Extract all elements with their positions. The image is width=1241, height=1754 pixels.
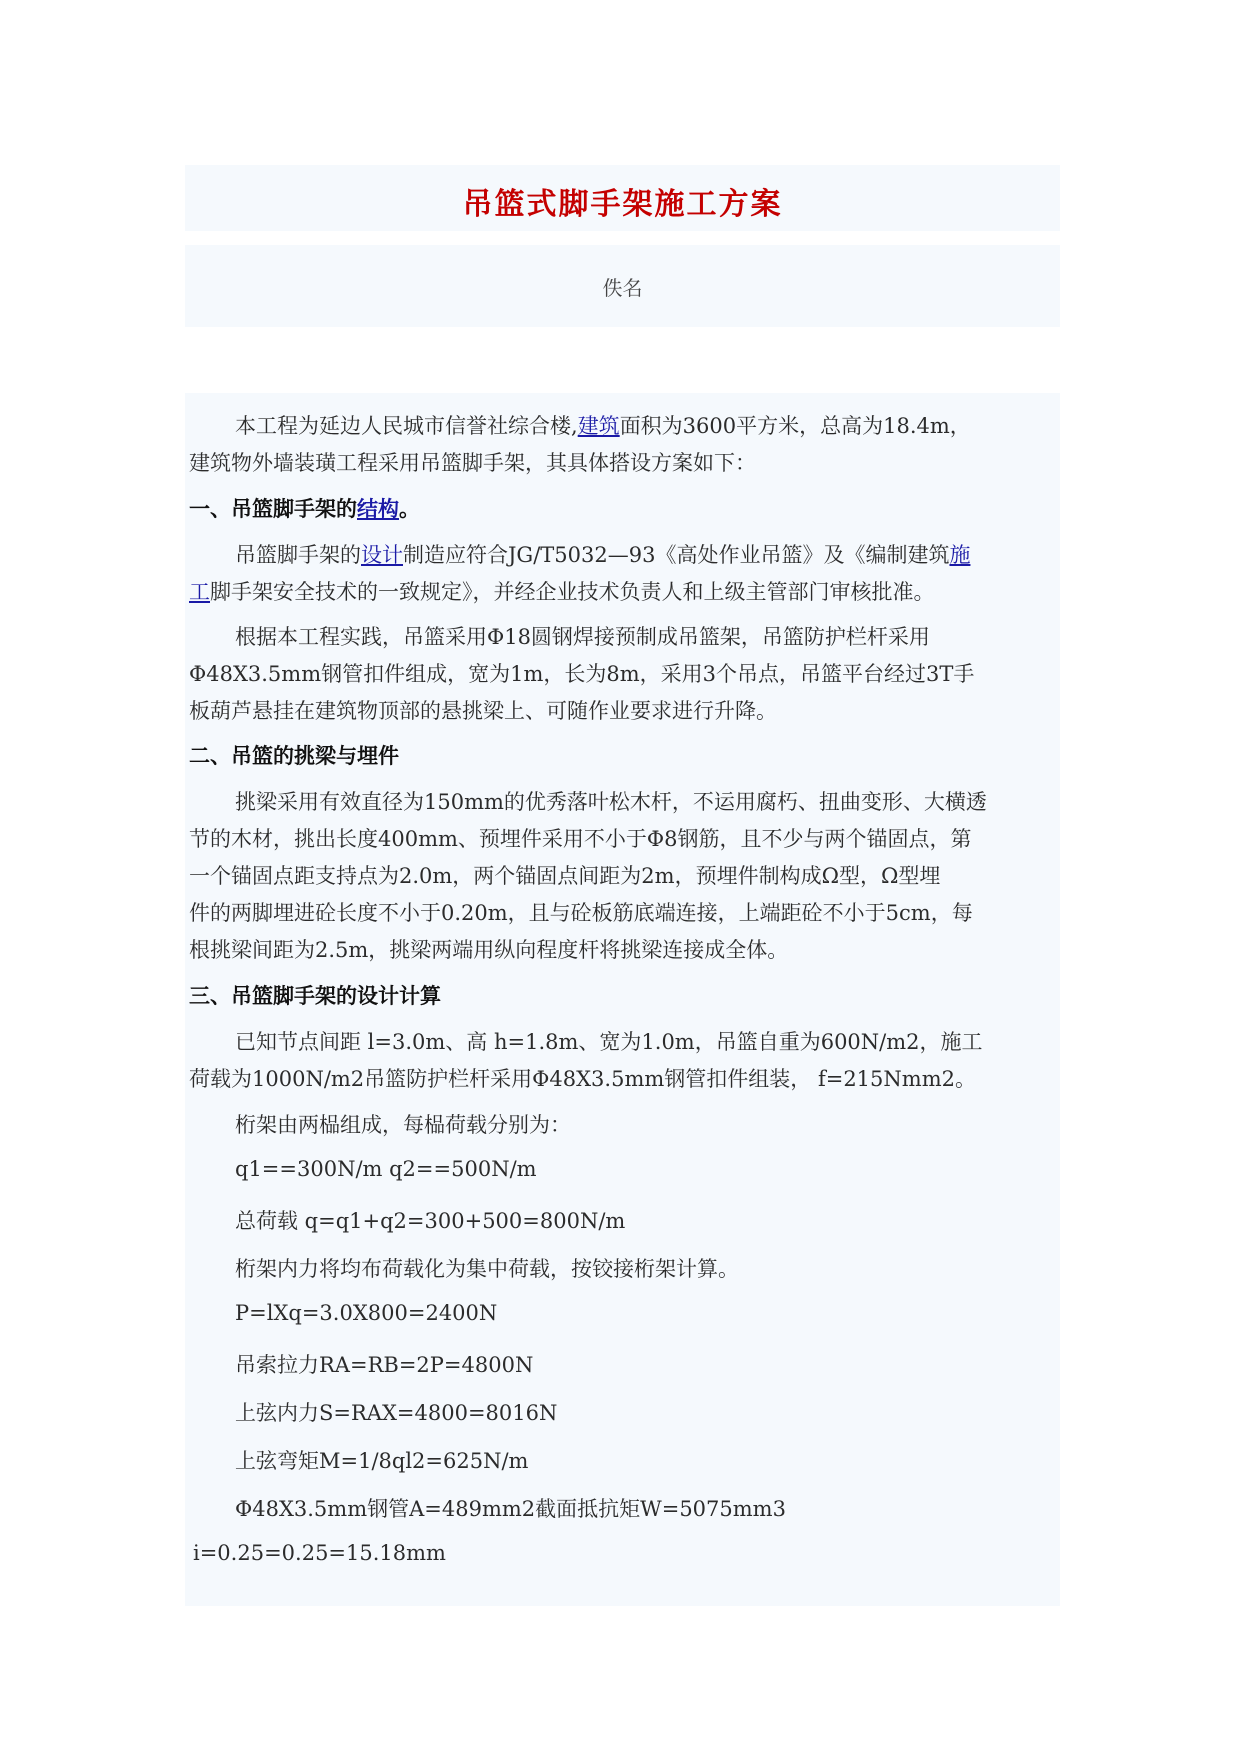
formula-line: q1==300N/m q2==500N/m (235, 1157, 537, 1181)
section-heading-3: 三、吊篮脚手架的设计计算 (189, 983, 441, 1008)
paragraph-line: 根据本工程实践，吊篮采用Φ18圆钢焊接预制成吊篮架，吊篮防护栏杆采用 (235, 625, 930, 649)
text-span: 制造应符合JG/T5032—93《高处作业吊篮》及《编制建筑 (403, 543, 950, 567)
section-heading-2: 二、吊篮的挑梁与埋件 (189, 743, 399, 768)
link-construction[interactable]: 施 (949, 543, 971, 567)
paragraph-line (235, 539, 970, 569)
paragraph-line (189, 576, 935, 606)
paragraph-line: 板葫芦悬挂在建筑物顶部的悬挑梁上、可随作业要求进行升降。 (189, 699, 777, 723)
paragraph-line: 已知节点间距 l=3.0m、高 h=1.8m、宽为1.0m，吊篮自重为600N/m2，施工 (235, 1030, 983, 1054)
author-name: 佚名 (602, 276, 643, 300)
heading-text: 一、吊篮脚手架的 (189, 496, 357, 521)
heading-text: 。 (399, 496, 420, 521)
paragraph-line: 荷载为1000N/m2吊篮防护栏杆采用Φ48X3.5mm钢管扣件组装， f=215Nmm2。 (189, 1067, 976, 1091)
formula-line: 吊索拉力RA=RB=2P=4800N (235, 1353, 534, 1377)
author-banner (185, 245, 1060, 327)
formula-line: 总荷载 q=q1+q2=300+500=800N/m (235, 1209, 626, 1233)
link-structure[interactable]: 结构 (357, 496, 399, 521)
paragraph-line: 建筑物外墙装璜工程采用吊篮脚手架，其具体搭设方案如下： (189, 451, 756, 475)
text-span: 面积为3600平方米，总高为18.4m， (619, 414, 971, 438)
paragraph-line: Φ48X3.5mm钢管扣件组成，宽为1m，长为8m，采用3个吊点，吊篮平台经过3T手 (189, 662, 975, 686)
formula-line: P=lXq=3.0X800=2400N (235, 1301, 498, 1325)
formula-line: i=0.25=0.25=15.18mm (193, 1541, 446, 1565)
formula-line: 桁架内力将均布荷载化为集中荷载，按铰接桁架计算。 (235, 1257, 739, 1281)
paragraph-line: 节的木材，挑出长度400mm、预埋件采用不小于Φ8钢筋，且不少与两个锚固点，第 (189, 827, 972, 851)
link-construction-cont[interactable]: 工 (189, 580, 210, 604)
paragraph-line: 件的两脚埋进砼长度不小于0.20m，且与砼板筋底端连接，上端距砼不小于5cm，每 (189, 901, 973, 925)
text-span: 脚手架安全技术的一致规定》，并经企业技术负责人和上级主管部门审核批准。 (210, 580, 935, 604)
formula-line: 桁架由两榀组成，每榀荷载分别为： (235, 1113, 571, 1137)
text-span: 吊篮脚手架的 (235, 543, 361, 567)
paragraph-line (235, 410, 971, 440)
formula-line: Φ48X3.5mm钢管A=489mm2截面抵抗矩W=5075mm3 (235, 1497, 786, 1521)
title-banner (185, 165, 1060, 231)
paragraph-line: 根挑梁间距为2.5m，挑梁两端用纵向程度杆将挑梁连接成全体。 (189, 938, 789, 962)
document-title: 吊篮式脚手架施工方案 (462, 187, 783, 222)
text-span: 本工程为延边人民城市信誉社综合楼, (235, 414, 578, 438)
formula-line: 上弦弯矩M=1/8ql2=625N/m (235, 1449, 529, 1473)
link-building[interactable]: 建筑 (577, 414, 620, 438)
article-body (185, 393, 1060, 1606)
paragraph-line: 挑梁采用有效直径为150mm的优秀落叶松木杆，不运用腐朽、扭曲变形、大横透 (235, 790, 987, 814)
formula-line: 上弦内力S=RAX=4800=8016N (235, 1401, 558, 1425)
section-heading-1 (189, 493, 420, 523)
paragraph-line: 一个锚固点距支持点为2.0m，两个锚固点间距为2m，预埋件制构成Ω型，Ω型埋 (189, 864, 941, 888)
link-design[interactable]: 设计 (361, 543, 403, 567)
